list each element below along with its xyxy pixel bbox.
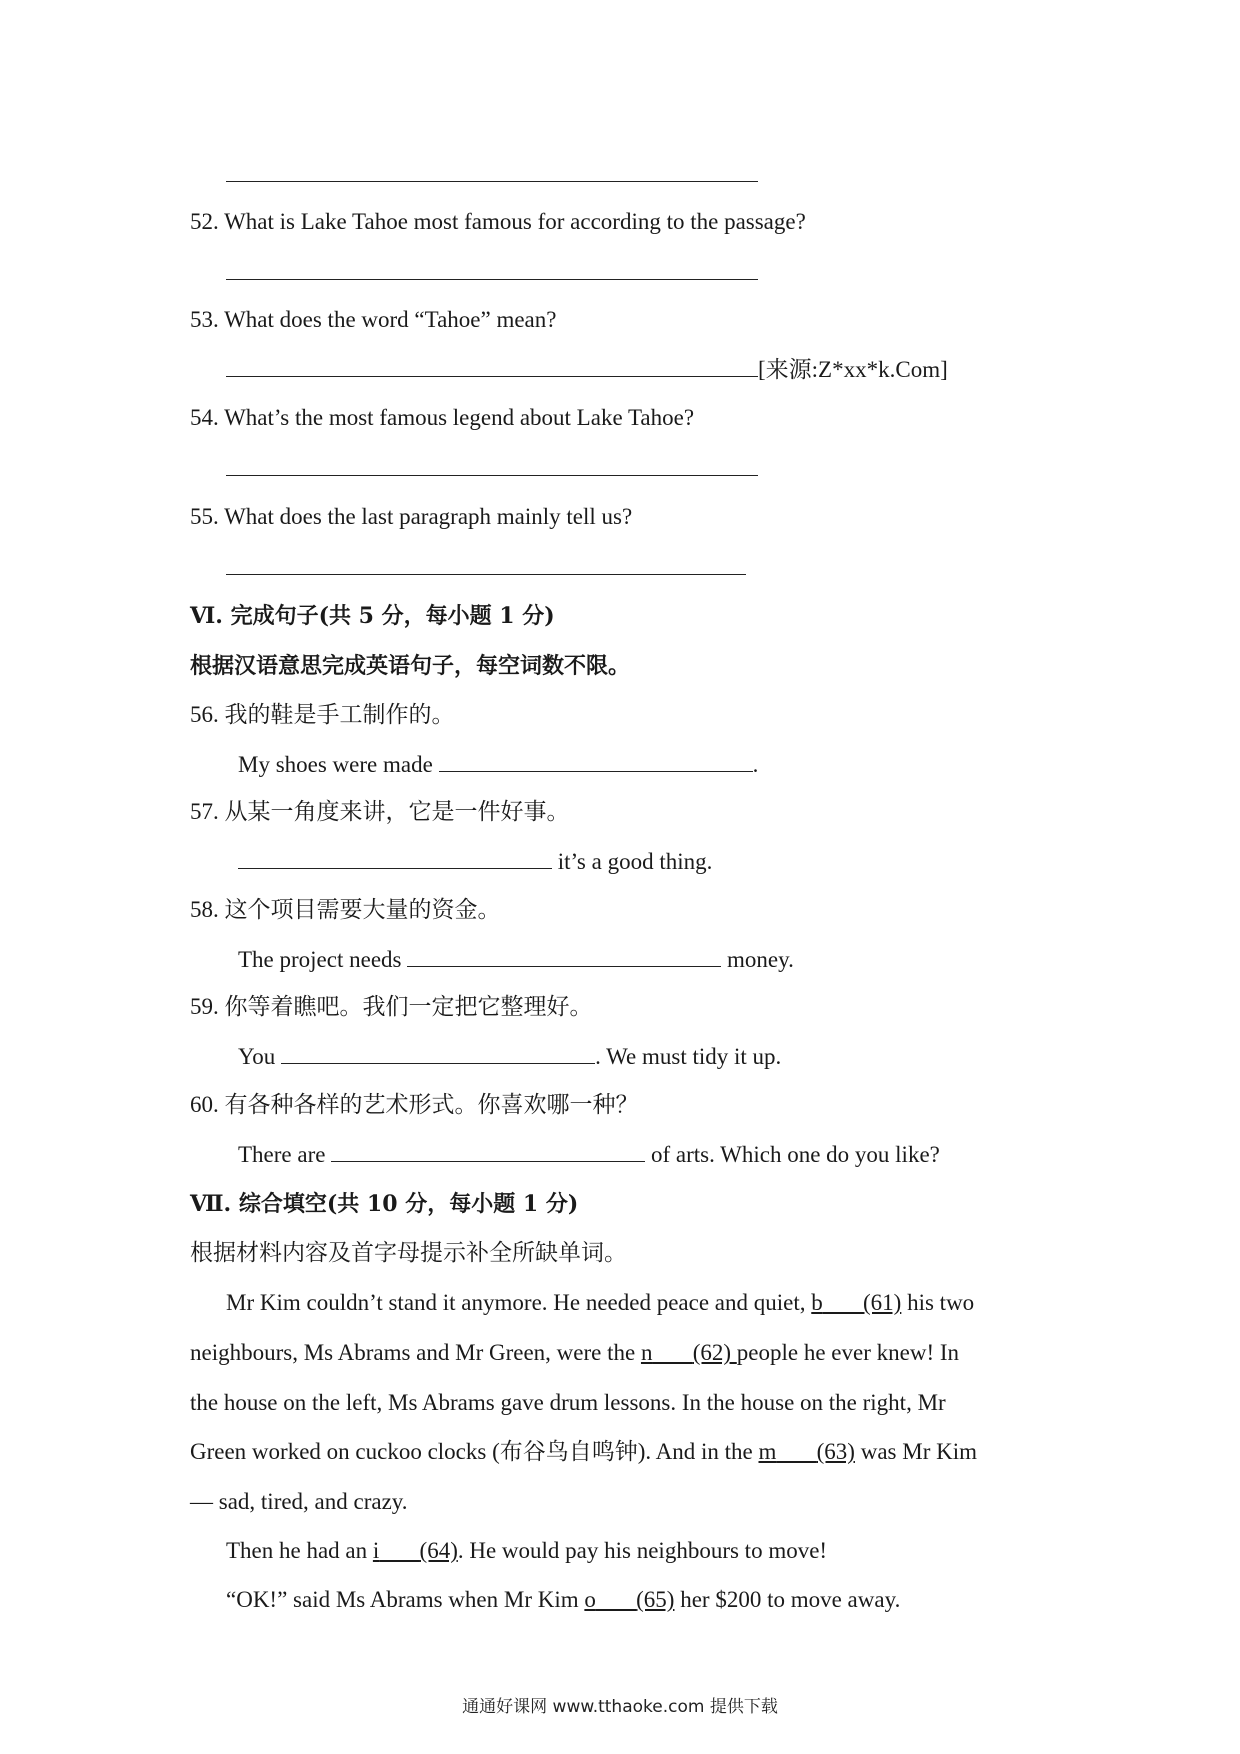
item-number: 58.: [190, 897, 219, 922]
item-chinese: 从某一角度来讲，它是一件好事。: [224, 799, 570, 824]
passage-line-5: — sad, tired, and crazy.: [190, 1489, 408, 1514]
question-number: 52.: [190, 209, 219, 234]
page-footer: 通通好课网 www.tthaoke.com 提供下载: [462, 1697, 778, 1717]
item-58-chinese: [190, 895, 501, 925]
item-57-chinese: [190, 797, 570, 827]
answer-line-51[interactable]: [226, 160, 758, 190]
question-number: 54.: [190, 405, 219, 430]
item-chinese: 你等着瞧吧。我们一定把它整理好。: [224, 994, 593, 1019]
item-number: 56.: [190, 702, 219, 727]
passage-text: Green worked on cuckoo clocks (布谷鸟自鸣钟). And in the: [190, 1439, 759, 1464]
blank-number: (64): [419, 1538, 458, 1563]
passage-text: was Mr Kim: [854, 1439, 977, 1464]
blank-number: (63): [816, 1439, 855, 1464]
cloze-blank-62[interactable]: [641, 1340, 737, 1365]
item-58-sentence: [238, 945, 794, 975]
item-60-sentence: [238, 1140, 940, 1170]
cloze-blank-65[interactable]: [584, 1587, 674, 1612]
sentence-after: of arts. Which one do you like?: [645, 1142, 940, 1167]
passage-text: Then he had an: [226, 1538, 373, 1563]
fill-blank-56[interactable]: [439, 751, 753, 772]
passage-line-4: [190, 1437, 977, 1467]
passage-text: people he ever knew! In: [736, 1340, 960, 1365]
hint-letter: o: [584, 1587, 596, 1612]
question-text: What does the last paragraph mainly tell us?: [224, 504, 633, 529]
item-chinese: 我的鞋是手工制作的。: [224, 702, 455, 727]
cloze-blank-63[interactable]: [759, 1439, 855, 1464]
passage-text: . He would pay his neighbours to move!: [457, 1538, 828, 1563]
item-60-chinese: [190, 1090, 639, 1120]
passage-text: his two: [901, 1290, 975, 1315]
answer-line-54[interactable]: [226, 454, 758, 484]
passage-paragraph-3: [226, 1585, 900, 1615]
answer-line-55[interactable]: [226, 553, 746, 583]
source-note: [来源:Z*xx*k.Com]: [758, 357, 948, 382]
question-number: 53.: [190, 307, 219, 332]
item-chinese: 有各种各样的艺术形式。你喜欢哪一种？: [224, 1092, 639, 1117]
passage-text: Mr Kim couldn’t stand it anymore. He needed peace and quiet,: [226, 1290, 812, 1315]
answer-line-52[interactable]: [226, 258, 758, 288]
sentence-before: There are: [238, 1142, 332, 1167]
passage-text: “OK!” said Ms Abrams when Mr Kim: [226, 1587, 585, 1612]
question-55: [190, 502, 632, 532]
item-59-chinese: [190, 992, 593, 1022]
blank-number: (65): [636, 1587, 675, 1612]
question-number: 55.: [190, 504, 219, 529]
hint-letter: m: [758, 1439, 777, 1464]
fill-blank-57[interactable]: [238, 848, 552, 869]
hint-letter: i: [372, 1538, 380, 1563]
passage-text: her $200 to move away.: [674, 1587, 901, 1612]
item-59-sentence: [238, 1042, 781, 1072]
cloze-blank-61[interactable]: [811, 1290, 901, 1315]
sentence-after: .: [752, 752, 759, 777]
question-53: [190, 305, 556, 335]
item-number: 59.: [190, 994, 219, 1019]
fill-blank-59[interactable]: [281, 1043, 595, 1064]
fill-blank-60[interactable]: [331, 1141, 645, 1162]
blank-number: (62): [692, 1340, 737, 1365]
item-number: 60.: [190, 1092, 219, 1117]
passage-line-3: the house on the left, Ms Abrams gave drum lessons. In the house on the right, Mr: [190, 1390, 946, 1415]
item-56-chinese: [190, 700, 455, 730]
question-54: [190, 403, 694, 433]
fill-blank-58[interactable]: [407, 946, 721, 967]
section-6-instruction: 根据汉语意思完成英语句子，每空词数不限。: [190, 653, 631, 679]
question-text: What’s the most famous legend about Lake Tahoe?: [224, 405, 695, 430]
item-57-sentence: [238, 847, 712, 877]
question-text: What does the word “Tahoe” mean?: [224, 307, 557, 332]
sentence-before: You: [238, 1044, 282, 1069]
hint-letter: n: [640, 1340, 653, 1365]
item-chinese: 这个项目需要大量的资金。: [224, 897, 501, 922]
sentence-before: The project needs: [238, 947, 408, 972]
sentence-before: My shoes were made: [238, 752, 439, 777]
cloze-blank-64[interactable]: [373, 1538, 458, 1563]
passage-line-1: [226, 1288, 974, 1318]
sentence-after: it’s a good thing.: [552, 849, 713, 874]
section-7-title: Ⅶ. 综合填空(共 10 分，每小题 1 分): [190, 1191, 579, 1217]
passage-paragraph-2: [226, 1536, 827, 1566]
question-text: What is Lake Tahoe most famous for according to the passage?: [224, 209, 806, 234]
passage-line-2: [190, 1338, 959, 1368]
blank-number: (61): [863, 1290, 902, 1315]
sentence-after: money.: [721, 947, 794, 972]
section-7-instruction: 根据材料内容及首字母提示补全所缺单词。: [190, 1240, 627, 1265]
answer-line-53[interactable]: [226, 355, 948, 385]
sentence-after: . We must tidy it up.: [595, 1044, 782, 1069]
section-6-title: Ⅵ. 完成句子(共 5 分，每小题 1 分): [190, 603, 555, 629]
hint-letter: b: [811, 1290, 823, 1315]
item-56-sentence: [238, 750, 758, 780]
passage-text: neighbours, Ms Abrams and Mr Green, were the: [190, 1340, 641, 1365]
item-number: 57.: [190, 799, 219, 824]
question-52: [190, 207, 806, 237]
